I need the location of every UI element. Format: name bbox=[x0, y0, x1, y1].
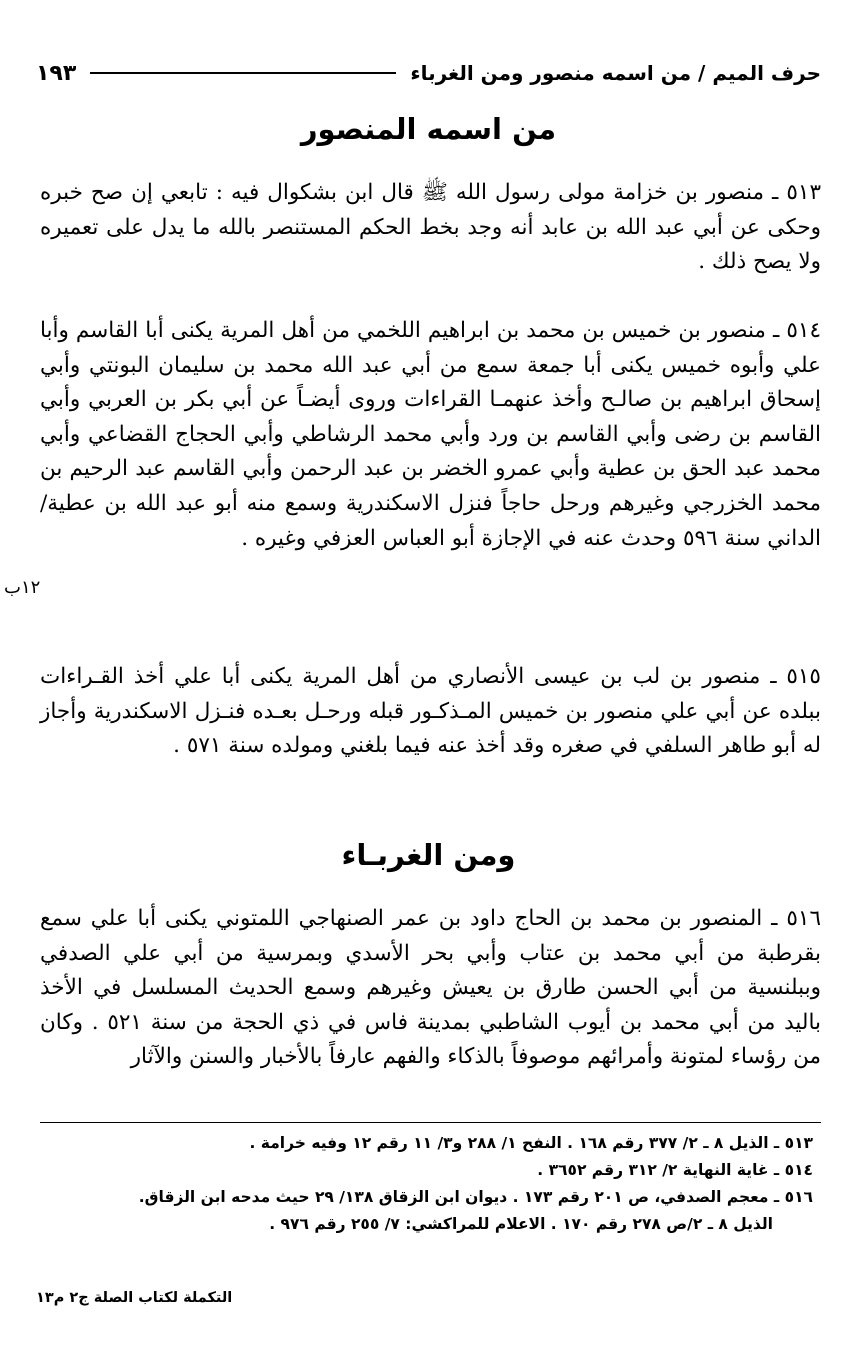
marginal-folio-note: ١٢ب bbox=[4, 577, 41, 598]
entry-number: ٥١٣ ـ bbox=[772, 180, 821, 205]
entry-number: ٥١٤ ـ bbox=[773, 318, 822, 343]
entry-513 bbox=[40, 176, 821, 280]
footnote-continuation: الذيل ٨ ـ ٢/ص ٢٧٨ رقم ١٧٠ . الاعلام للمراكشي: ٧/ ٢٥٥ رقم ٩٧٦ . bbox=[269, 1215, 773, 1233]
entry-516 bbox=[40, 902, 821, 1075]
footnote: ٥١٣ ـ الذيل ٨ ـ ٢/ ٣٧٧ رقم ١٦٨ . النفح ١/ ٢٨٨ و٣/ ١١ رقم ١٢ وفيه خرامة . bbox=[249, 1134, 813, 1152]
footnote: ٥١٤ ـ غاية النهاية ٢/ ٣١٢ رقم ٣٦٥٢ . bbox=[537, 1161, 813, 1179]
printer-signature: التكملة لكتاب الصلة ج٢ م١٣ bbox=[36, 1290, 233, 1306]
section-title-strangers: ومن الغربـاء bbox=[341, 838, 516, 872]
footnotes bbox=[40, 1130, 813, 1238]
entry-515 bbox=[40, 660, 821, 764]
page-number: ١٩٣ bbox=[36, 60, 77, 86]
entry-text: منصور بن خزامة مولى رسول الله ﷺ قال ابن بشكوال فيه : تابعي إن صح خبره وحكى عن أبي عبد الله بن عابد أنه وجد بخط الحكم المستنصر بالله ما يدل على تعميره ولا يصح ذلك . bbox=[40, 180, 821, 275]
entry-text: المنصور بن محمد بن الحاج داود بن عمر الصنهاجي اللمتوني يكنى أبا علي سمع بقرطبة من أبي محمد بن عتاب وأبي بحر الأسدي وبمرسية من أبي علي الصدفي وببلنسية من أبي الحسن طارق بن يعيش وغيرهم وسمع الحديث المسلسل في الأخذ باليد من أبي محمد بن أيوب الشاطبي بمدينة فاس في ذي الحجة من سنة ٥٢١ . وكان من رؤساء لمتونة وأمرائهم موصوفاً بالذكاء والفهم عارفاً بالأخبار والسنن والآثار bbox=[40, 906, 821, 1070]
entry-number: ٥١٦ ـ bbox=[771, 906, 822, 931]
section-title-mansur: من اسمه المنصور bbox=[300, 112, 557, 146]
header-rule bbox=[90, 72, 396, 74]
entry-text: منصور بن لب بن عيسى الأنصاري من أهل المرية يكنى أبا علي أخذ القـراءات ببلده عن أبي علي منصور بن خميس المـذكـور قبله ورحـل بعـده فنـزل الاسكندرية وأجاز له أبو طاهر السلفي في صغره وقد أخذ عنه فيما بلغني ومولده سنة ٥٧١ . bbox=[40, 664, 821, 759]
running-header bbox=[36, 56, 821, 90]
running-title: حرف الميم / من اسمه منصور ومن الغرباء bbox=[410, 61, 821, 85]
entry-text: منصور بن خميس بن محمد بن ابراهيم اللخمي من أهل المرية يكنى أبا القاسم وأبا علي وأبوه خميس يكنى أبا جمعة سمع من أبي عبد الله محمد بن سليمان البونتي وأبي إسحاق ابراهيم بن صالـح وأخذ عنهمـا القراءات وروى أيضـاً عن أبي بكر بن العربي وأبي القاسم بن رضى وأبي القاسم بن ورد وأبي محمد الرشاطي وأبي الحجاج القضاعي وأبي محمد عبد الحق بن عطية وأبي عمرو الخضر بن عبد الرحمن وأبي القاسم عبد الرحيم بن محمد الخزرجي وغيرهم ورحل حاجاً فنزل الاسكندرية وسمع منه أبو عبد الله بن عطية/ الداني سنة ٥٩٦ وحدث عنه في الإجازة أبو العباس العزفي وغيره . bbox=[40, 318, 821, 551]
footnote-rule bbox=[40, 1122, 821, 1123]
footnote: ٥١٦ ـ معجم الصدفي، ص ٢٠١ رقم ١٧٣ . ديوان ابن الزقاق ١٣٨/ ٢٩ حيث مدحه ابن الزقاق. bbox=[138, 1188, 813, 1206]
entry-514 bbox=[40, 314, 821, 556]
entry-number: ٥١٥ ـ bbox=[770, 664, 821, 689]
